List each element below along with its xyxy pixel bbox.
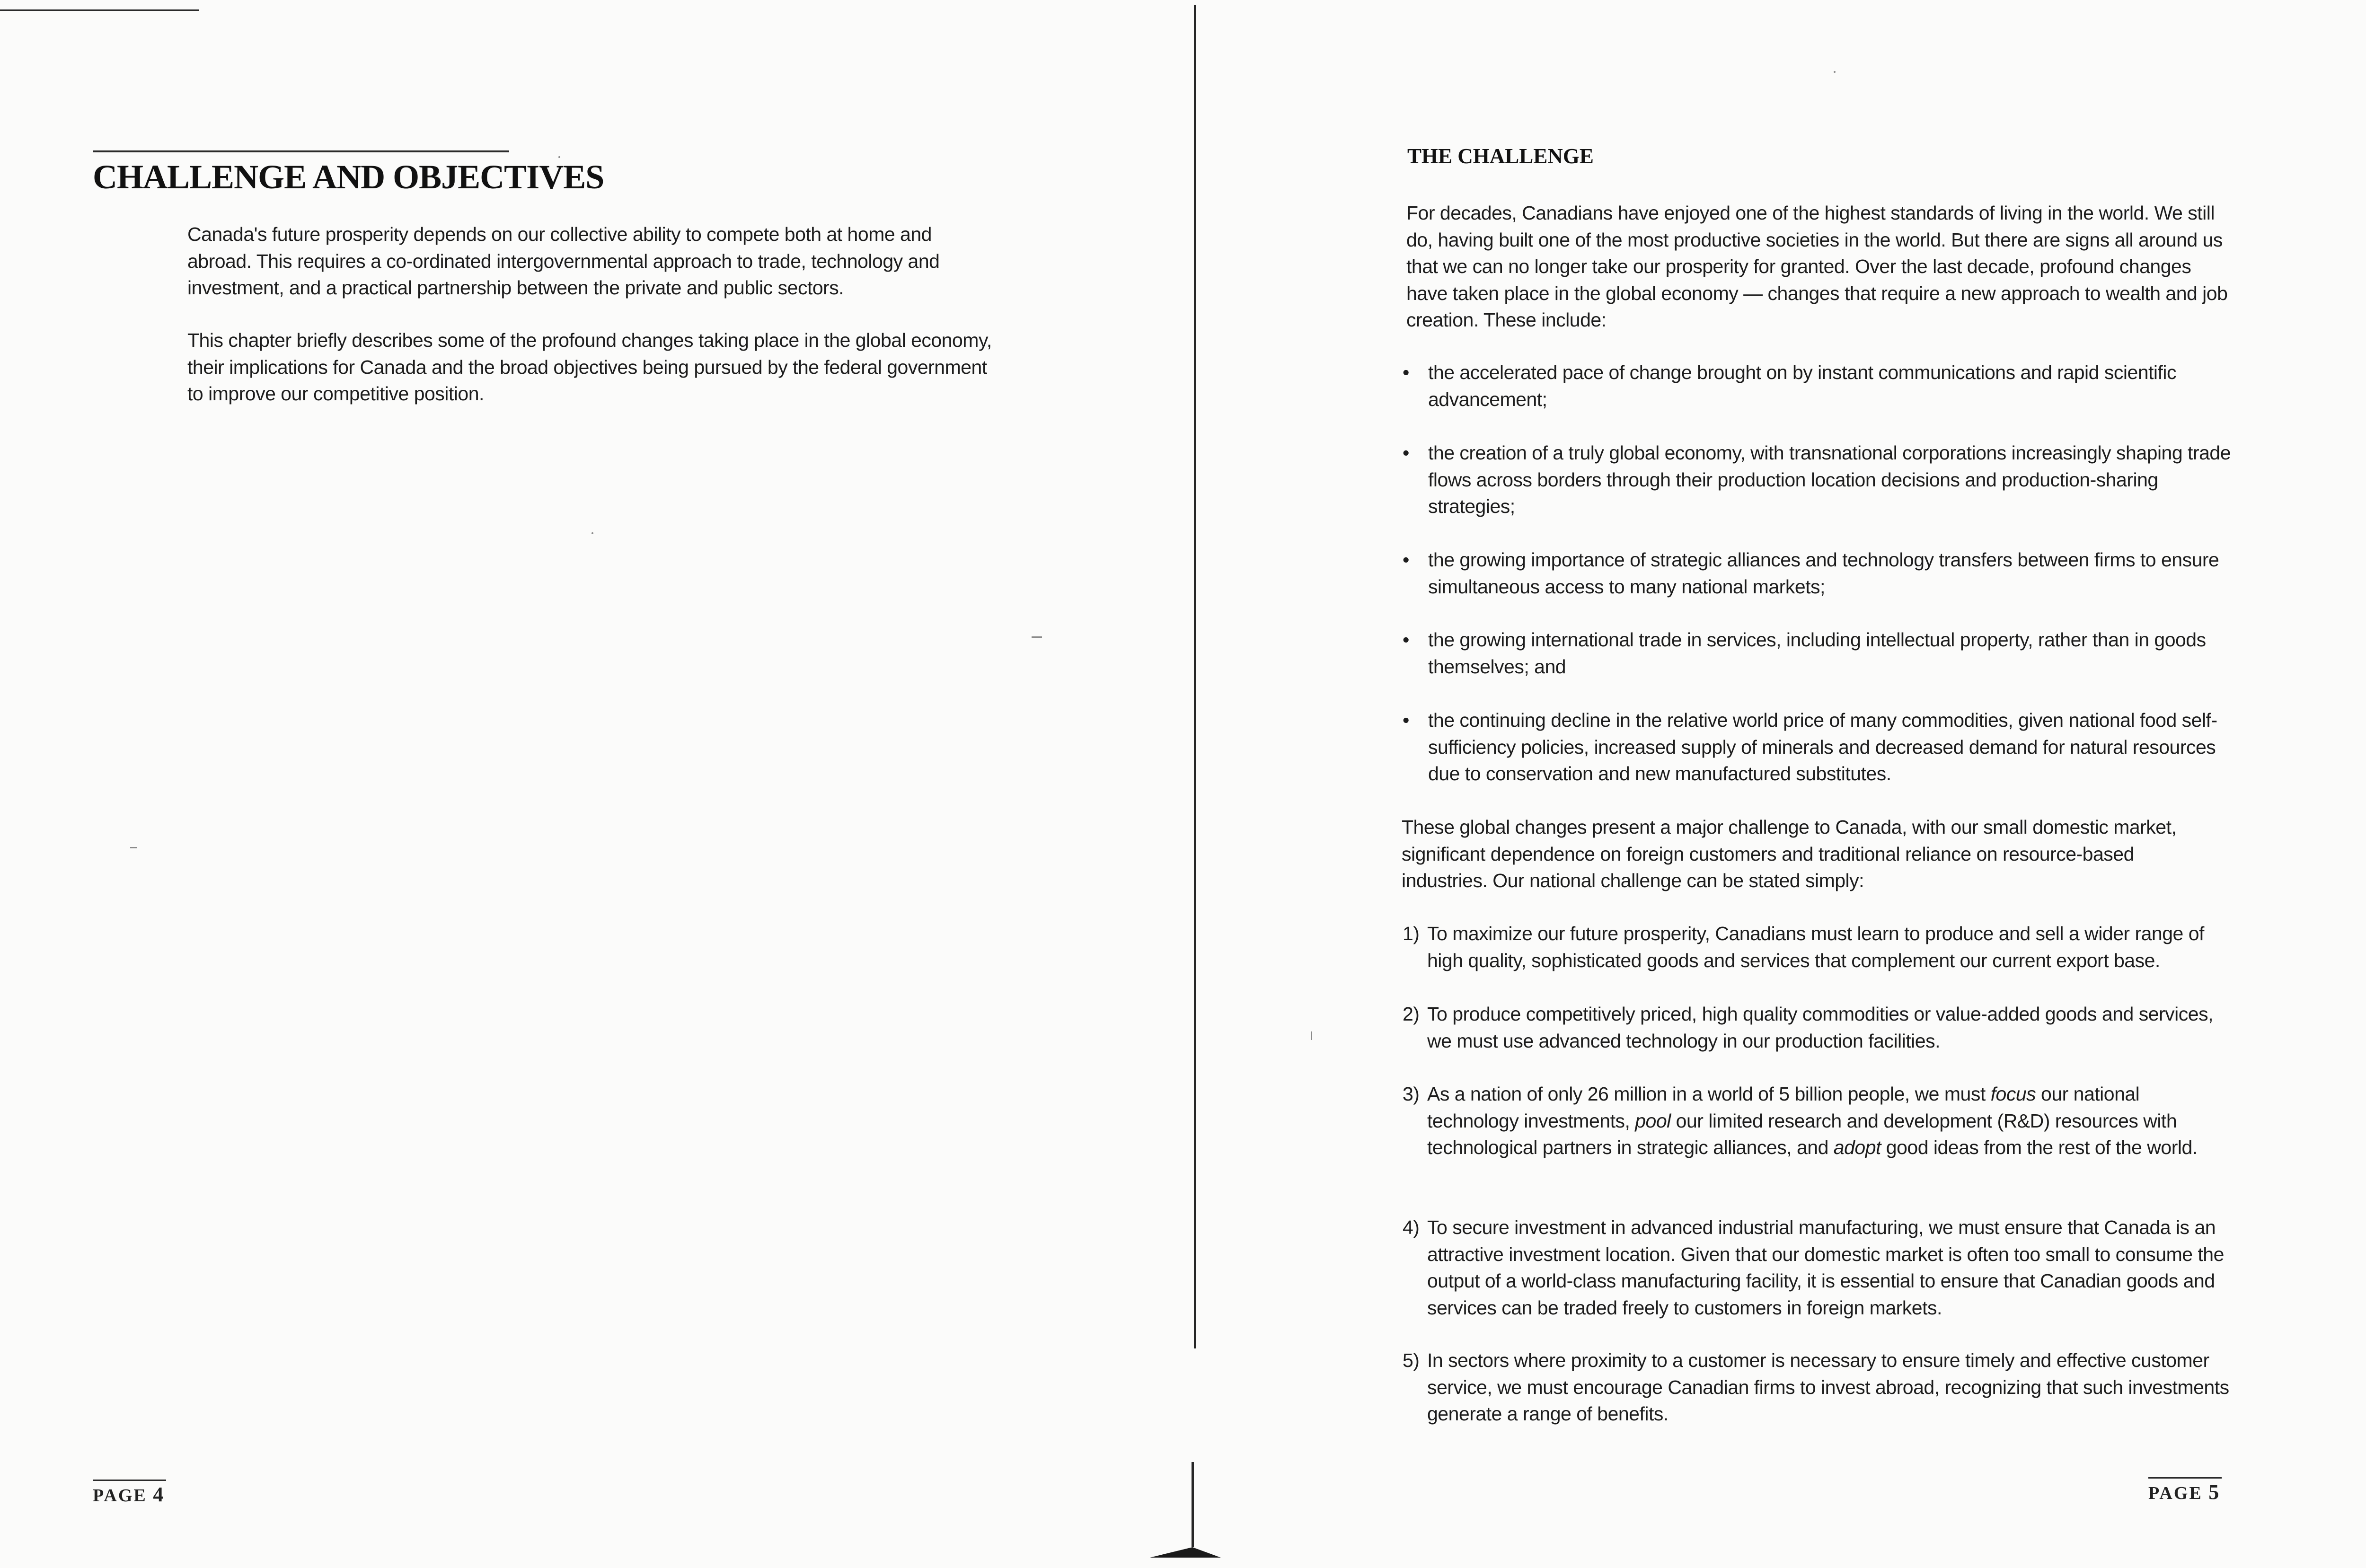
list-item [1403, 1347, 2231, 1427]
emphasis-adopt: adopt [1833, 1136, 1881, 1158]
right-page-number [2148, 1480, 2219, 1504]
item-number: 4) [1403, 1216, 1420, 1238]
item-text: To secure investment in advanced industrial manufacturing, we must ensure that Canada is an attractive investment location. Given that our domestic market is often too small to consume the output of a world-class manufacturing facility, it is essential to ensure that Canadian goods and services can be traded freely to customers in foreign markets. [1427, 1216, 2224, 1319]
emphasis-pool: pool [1635, 1110, 1671, 1132]
page-number-value: 4 [153, 1483, 164, 1506]
chapter-summary-paragraph: This chapter briefly describes some of the profound changes taking place in the global economy, their implications for Canada and the broad objectives being pursued by the federal government to improve our competitive position. [187, 329, 992, 405]
item-text: In sectors where proximity to a customer is necessary to ensure timely and effective customer service, we must encourage Canadian firms to invest abroad, recognizing that such investments generate a range of benefits. [1427, 1349, 2229, 1425]
page-number-rule [93, 1480, 166, 1481]
scan-speck [1834, 71, 1836, 73]
list-item [1403, 546, 2231, 600]
title-overline [93, 150, 509, 152]
top-left-corner-rule [0, 9, 199, 11]
page-number-value: 5 [2208, 1480, 2219, 1504]
bullet-marker: • [1403, 361, 1409, 383]
list-item [1403, 359, 2231, 413]
center-spine-line [1194, 5, 1196, 1348]
list-item [1403, 1001, 2231, 1054]
scan-speck [558, 156, 560, 158]
item-text-part: good ideas from the rest of the world. [1880, 1136, 2198, 1158]
list-item [1403, 1214, 2231, 1321]
section-title: THE CHALLENGE [1407, 144, 1594, 168]
page-label: PAGE [2148, 1483, 2203, 1503]
bullet-marker: • [1403, 549, 1409, 571]
list-item [1403, 626, 2231, 680]
item-text: To maximize our future prosperity, Canadians must learn to produce and sell a wider range of high quality, sophisticated goods and services that complement our current export base. [1427, 923, 2204, 971]
scan-speck [130, 847, 137, 848]
bullet-text: the continuing decline in the relative world price of many commodities, given national food self-sufficiency policies, increased supply of minerals and decreased demand for natural resources due to conservation and new manufactured substitutes. [1428, 709, 2217, 784]
bullet-text: the accelerated pace of change brought on by instant communications and rapid scientific advancement; [1428, 361, 2177, 410]
list-item [1403, 440, 2231, 520]
page-number-rule [2148, 1477, 2222, 1479]
challenge-intro-paragraph: For decades, Canadians have enjoyed one of the highest standards of living in the world. We still do, having built one of the most productive societies in the world. But there are signs all around us that we can no longer take our prosperity for granted. Over the last decade, profound changes have taken place in the global economy — changes that require a new approach to wealth and job creation. These include: [1406, 202, 2228, 331]
item-text: To produce competitively priced, high quality commodities or value-added goods and services, we must use advanced technology in our production facilities. [1427, 1003, 2213, 1052]
bullet-marker: • [1403, 442, 1409, 464]
list-item [1403, 707, 2231, 787]
emphasis-focus: focus [1990, 1083, 2036, 1105]
scan-speck [1311, 1031, 1312, 1040]
list-item [1403, 1081, 2231, 1161]
bullet-marker: • [1403, 709, 1409, 731]
page-label: PAGE [93, 1486, 147, 1506]
bullet-text: the growing international trade in services, including intellectual property, rather than in goods themselves; and [1428, 629, 2206, 678]
item-number: 3) [1403, 1083, 1420, 1105]
list-item [1403, 920, 2231, 974]
item-number: 1) [1403, 923, 1420, 944]
item-text-part: our national technology investments, [1427, 1083, 2140, 1132]
national-challenge-paragraph: These global changes present a major challenge to Canada, with our small domestic market, significant dependence on foreign customers and traditional reliance on resource-based industries. Our national challenge can be stated simply: [1402, 816, 2177, 891]
item-number: 5) [1403, 1349, 1420, 1371]
bullet-text: the growing importance of strategic alliances and technology transfers between firms to ensure simultaneous access to many national markets; [1428, 549, 2219, 598]
bullet-text: the creation of a truly global economy, with transnational corporations increasingly shaping trade flows across borders through their production location decisions and production-sharing strategies; [1428, 442, 2231, 517]
intro-paragraph: Canada's future prosperity depends on our collective ability to compete both at home and abroad. This requires a co-ordinated intergovernmental approach to trade, technology and investment, and a practical partnership between the private and public sectors. [187, 223, 940, 299]
spine-foot-mark [1150, 1528, 1221, 1566]
bullet-marker: • [1403, 629, 1409, 651]
scan-speck [592, 532, 593, 534]
item-text-part: As a nation of only 26 million in a world of 5 billion people, we must [1427, 1083, 1991, 1105]
left-page-number [93, 1482, 163, 1506]
item-number: 2) [1403, 1003, 1420, 1025]
chapter-title: CHALLENGE AND OBJECTIVES [93, 158, 604, 196]
scan-speck [1032, 636, 1042, 638]
item-text-part: our limited research and development (R&D) resources with technological partners in strategic alliances, and [1427, 1110, 2177, 1158]
